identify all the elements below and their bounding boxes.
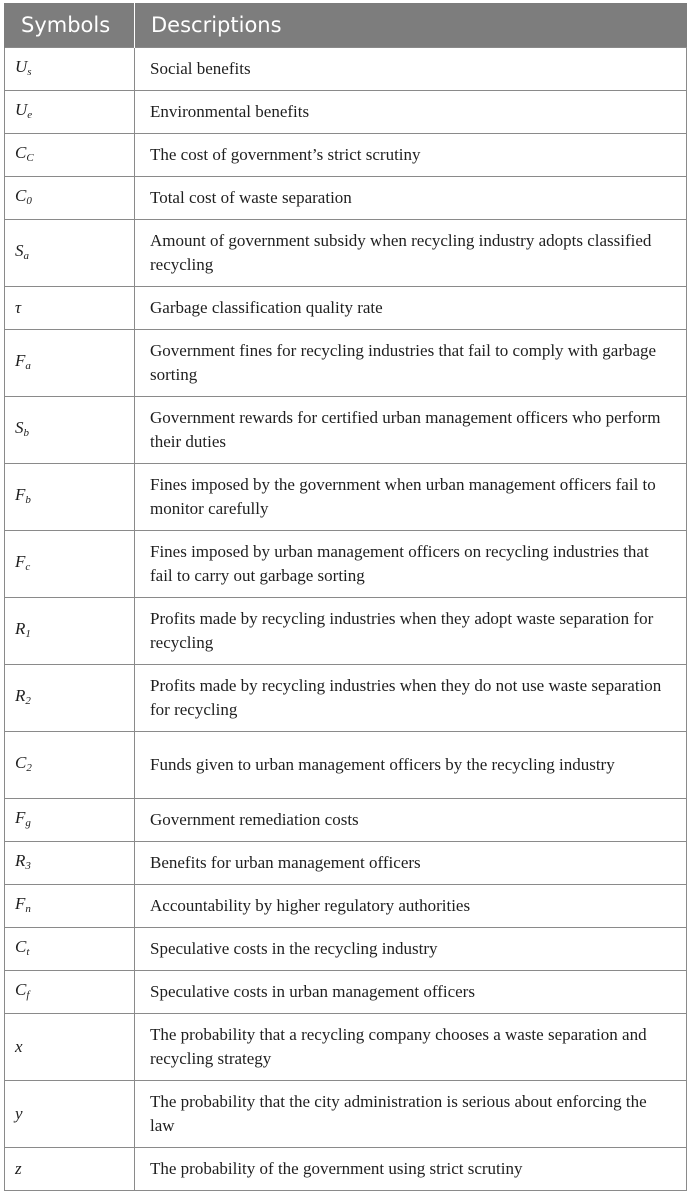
description-cell: Government rewards for certified urban management officers who perform their duties [135,397,687,464]
description-cell: Environmental benefits [135,91,687,134]
symbol-base: F [15,807,26,827]
table-row [5,91,687,134]
symbol-base: U [15,56,28,76]
symbol-subscript: a [25,359,31,372]
symbol-cell [5,665,135,732]
symbol-subscript: b [23,426,29,439]
symbol-cell [5,287,135,330]
symbol-cell [5,220,135,287]
symbol-cell [5,48,135,91]
symbol-cell [5,330,135,397]
symbol-cell [5,928,135,971]
symbol-cell [5,177,135,220]
symbol-cell [5,1014,135,1081]
symbol-subscript: 0 [26,194,32,207]
description-cell: Speculative costs in the recycling industry [135,928,687,971]
table-row [5,665,687,732]
description-cell: The probability that the city administration is serious about enforcing the law [135,1081,687,1148]
description-cell: Accountability by higher regulatory authorities [135,885,687,928]
table-row [5,48,687,91]
symbol-subscript: e [27,108,33,121]
table-row [5,885,687,928]
description-cell: The probability of the government using strict scrutiny [135,1148,687,1191]
table-row [5,464,687,531]
description-cell: Profits made by recycling industries when they adopt waste separation for recycling [135,598,687,665]
table-row [5,330,687,397]
symbol-base: U [15,99,28,119]
symbol-base: S [15,417,24,437]
description-cell: Government fines for recycling industries that fail to comply with garbage sorting [135,330,687,397]
table-row [5,134,687,177]
description-cell: Fines imposed by urban management officers on recycling industries that fail to carry out garbage sorting [135,531,687,598]
table-body [5,48,687,1191]
table-row [5,732,687,799]
description-cell: Garbage classification quality rate [135,287,687,330]
symbol-cell [5,134,135,177]
symbol-cell [5,842,135,885]
description-cell: Government remediation costs [135,799,687,842]
symbol-base: F [15,551,26,571]
symbol-subscript: 1 [25,627,31,640]
symbol-subscript: g [25,816,31,829]
description-cell: The cost of government’s strict scrutiny [135,134,687,177]
symbol-cell [5,91,135,134]
table-row [5,531,687,598]
symbol-base: y [15,1104,23,1123]
symbol-base: R [15,618,26,638]
description-cell: Funds given to urban management officers by the recycling industry [135,732,687,799]
description-cell: Amount of government subsidy when recycling industry adopts classified recycling [135,220,687,287]
symbol-subscript: b [25,493,31,506]
symbol-base: C [15,979,27,999]
table-row [5,220,687,287]
symbol-base: τ [15,298,22,317]
symbol-base: S [15,240,24,260]
symbol-cell [5,1081,135,1148]
description-cell: Fines imposed by the government when urban management officers fail to monitor carefully [135,464,687,531]
table-row [5,287,687,330]
symbol-base: x [15,1037,23,1056]
symbol-cell [5,799,135,842]
table-row [5,1081,687,1148]
symbol-base: C [15,142,27,162]
symbol-subscript: 3 [25,859,31,872]
symbol-base: C [15,752,27,772]
symbol-cell [5,598,135,665]
symbol-subscript: c [25,560,31,573]
symbol-base: F [15,484,26,504]
symbol-subscript: s [27,65,32,78]
description-cell: Speculative costs in urban management officers [135,971,687,1014]
table-header-row [5,3,687,48]
description-cell: Total cost of waste separation [135,177,687,220]
table-row [5,971,687,1014]
symbol-subscript: n [25,902,31,915]
symbol-cell [5,464,135,531]
symbol-base: R [15,850,26,870]
header-symbols: Symbols [5,3,135,48]
symbol-base: C [15,936,27,956]
symbol-cell [5,732,135,799]
symbol-cell [5,1148,135,1191]
header-descriptions: Descriptions [135,3,687,48]
symbol-subscript: f [26,988,30,1001]
table-row [5,598,687,665]
symbol-base: C [15,185,27,205]
symbol-subscript: a [23,249,29,262]
description-cell: Profits made by recycling industries when they do not use waste separation for recycling [135,665,687,732]
table-row [5,1148,687,1191]
symbol-cell [5,885,135,928]
symbol-subscript: C [26,151,34,164]
symbol-cell [5,531,135,598]
symbol-subscript: 2 [25,694,31,707]
table-row [5,1014,687,1081]
symbol-cell [5,397,135,464]
symbol-base: R [15,685,26,705]
symbols-table [4,3,687,1191]
description-cell: Social benefits [135,48,687,91]
symbol-subscript: 2 [26,761,32,774]
description-cell: The probability that a recycling company chooses a waste separation and recycling strategy [135,1014,687,1081]
table-row [5,928,687,971]
table-row [5,177,687,220]
symbol-base: z [15,1159,22,1178]
description-cell: Benefits for urban management officers [135,842,687,885]
table-row [5,799,687,842]
symbol-subscript: t [26,945,30,958]
table-row [5,397,687,464]
symbol-base: F [15,893,26,913]
symbol-base: F [15,350,26,370]
symbol-cell [5,971,135,1014]
table-row [5,842,687,885]
